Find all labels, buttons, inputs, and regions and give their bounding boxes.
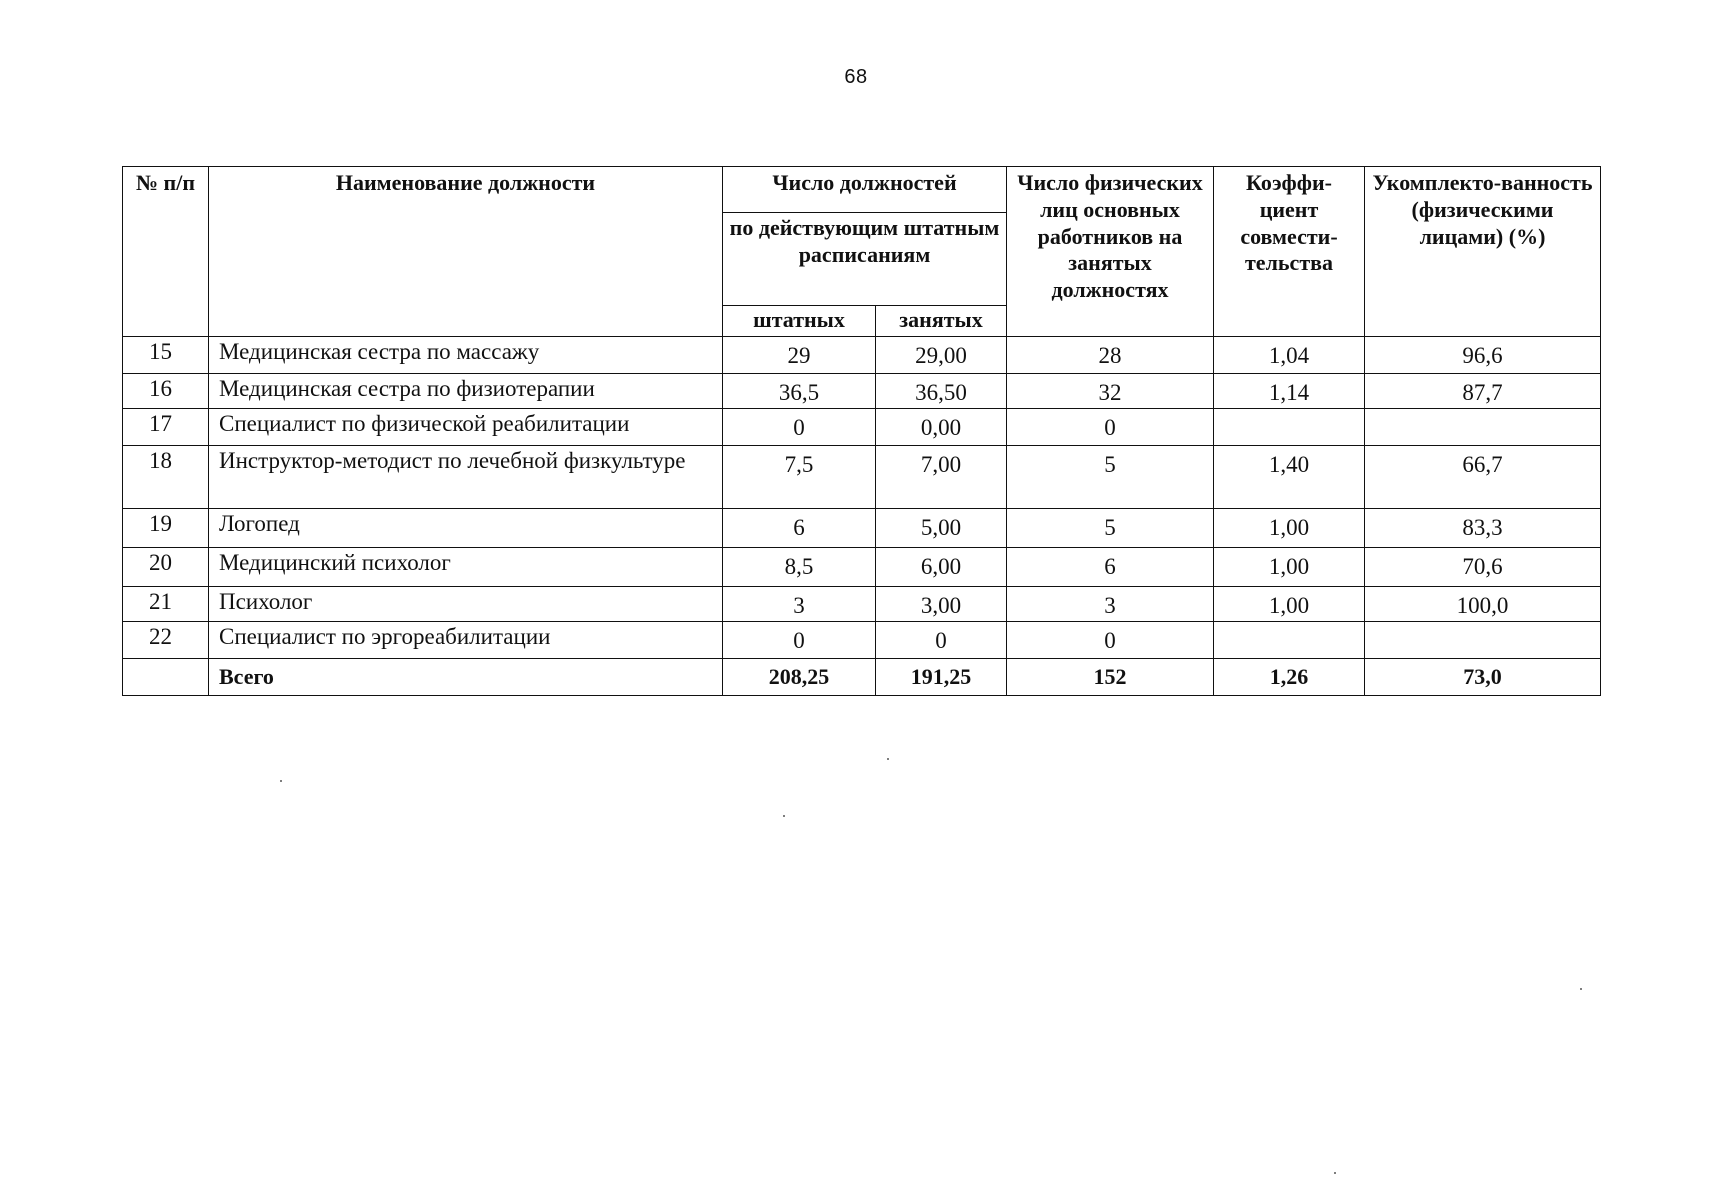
row-staffing: 100,0 <box>1365 586 1601 621</box>
row-coefficient: 1,04 <box>1214 337 1365 374</box>
header-positions-count: Число должностей <box>723 167 1007 213</box>
scan-speck <box>280 780 282 782</box>
header-by-schedule: по действующим штатным расписаниям <box>723 213 1007 306</box>
scan-speck <box>1580 988 1582 990</box>
page-number: 68 <box>844 66 868 88</box>
row-persons: 6 <box>1007 547 1214 586</box>
row-occupied: 6,00 <box>876 547 1007 586</box>
staffing-table <box>122 166 1601 696</box>
row-staff: 8,5 <box>723 547 876 586</box>
row-staff: 6 <box>723 508 876 547</box>
row-position-name: Логопед <box>209 508 723 547</box>
row-num: 22 <box>123 621 209 658</box>
row-coefficient <box>1214 408 1365 445</box>
table-row <box>123 547 1601 586</box>
row-occupied: 0,00 <box>876 408 1007 445</box>
header-occupied: занятых <box>876 306 1007 337</box>
scan-speck <box>887 758 889 760</box>
row-position-name: Медицинская сестра по физиотерапии <box>209 374 723 409</box>
row-num: 17 <box>123 408 209 445</box>
table-row <box>123 586 1601 621</box>
row-persons: 3 <box>1007 586 1214 621</box>
table-row <box>123 337 1601 374</box>
header-staff: штатных <box>723 306 876 337</box>
table-header <box>123 167 1601 337</box>
row-occupied: 5,00 <box>876 508 1007 547</box>
row-persons: 0 <box>1007 621 1214 658</box>
row-num: 20 <box>123 547 209 586</box>
row-staffing: 70,6 <box>1365 547 1601 586</box>
row-position-name: Специалист по эргореабилитации <box>209 621 723 658</box>
row-coefficient: 1,00 <box>1214 586 1365 621</box>
row-position-name: Специалист по физической реабилитации <box>209 408 723 445</box>
total-persons: 152 <box>1007 658 1214 695</box>
row-staff: 36,5 <box>723 374 876 409</box>
row-num: 19 <box>123 508 209 547</box>
row-coefficient: 1,40 <box>1214 445 1365 508</box>
row-num: 16 <box>123 374 209 409</box>
total-label: Всего <box>209 658 723 695</box>
row-coefficient: 1,00 <box>1214 547 1365 586</box>
header-staffing: Укомплекто-ванность (физическими лицами) (%) <box>1365 167 1601 337</box>
row-coefficient <box>1214 621 1365 658</box>
row-persons: 5 <box>1007 445 1214 508</box>
header-num: № п/п <box>123 167 209 337</box>
row-staff: 29 <box>723 337 876 374</box>
table-row <box>123 445 1601 508</box>
row-num: 18 <box>123 445 209 508</box>
table-row <box>123 508 1601 547</box>
row-staffing: 83,3 <box>1365 508 1601 547</box>
total-coefficient: 1,26 <box>1214 658 1365 695</box>
table-row <box>123 621 1601 658</box>
row-occupied: 3,00 <box>876 586 1007 621</box>
total-staff: 208,25 <box>723 658 876 695</box>
total-staffing: 73,0 <box>1365 658 1601 695</box>
row-position-name: Медицинский психолог <box>209 547 723 586</box>
scan-speck <box>1334 1172 1336 1174</box>
total-num <box>123 658 209 695</box>
row-position-name: Инструктор-методист по лечебной физкультуре <box>209 445 723 508</box>
row-staff: 0 <box>723 621 876 658</box>
table-row <box>123 374 1601 409</box>
row-persons: 5 <box>1007 508 1214 547</box>
row-num: 21 <box>123 586 209 621</box>
row-staffing: 66,7 <box>1365 445 1601 508</box>
row-staffing <box>1365 408 1601 445</box>
row-occupied: 0 <box>876 621 1007 658</box>
header-coefficient: Коэффи-циент совмести-тельства <box>1214 167 1365 337</box>
table-row <box>123 408 1601 445</box>
row-persons: 28 <box>1007 337 1214 374</box>
row-staffing <box>1365 621 1601 658</box>
row-staffing: 87,7 <box>1365 374 1601 409</box>
row-coefficient: 1,00 <box>1214 508 1365 547</box>
total-row <box>123 658 1601 695</box>
scan-speck <box>783 815 785 817</box>
header-name: Наименование должности <box>209 167 723 337</box>
total-occupied: 191,25 <box>876 658 1007 695</box>
row-occupied: 29,00 <box>876 337 1007 374</box>
row-occupied: 7,00 <box>876 445 1007 508</box>
row-staff: 3 <box>723 586 876 621</box>
row-coefficient: 1,14 <box>1214 374 1365 409</box>
row-position-name: Психолог <box>209 586 723 621</box>
row-persons: 32 <box>1007 374 1214 409</box>
row-staff: 7,5 <box>723 445 876 508</box>
row-num: 15 <box>123 337 209 374</box>
row-occupied: 36,50 <box>876 374 1007 409</box>
row-staffing: 96,6 <box>1365 337 1601 374</box>
row-staff: 0 <box>723 408 876 445</box>
header-physical-persons: Число физических лиц основных работников на занятых должностях <box>1007 167 1214 337</box>
table-body <box>123 337 1601 696</box>
row-position-name: Медицинская сестра по массажу <box>209 337 723 374</box>
row-persons: 0 <box>1007 408 1214 445</box>
